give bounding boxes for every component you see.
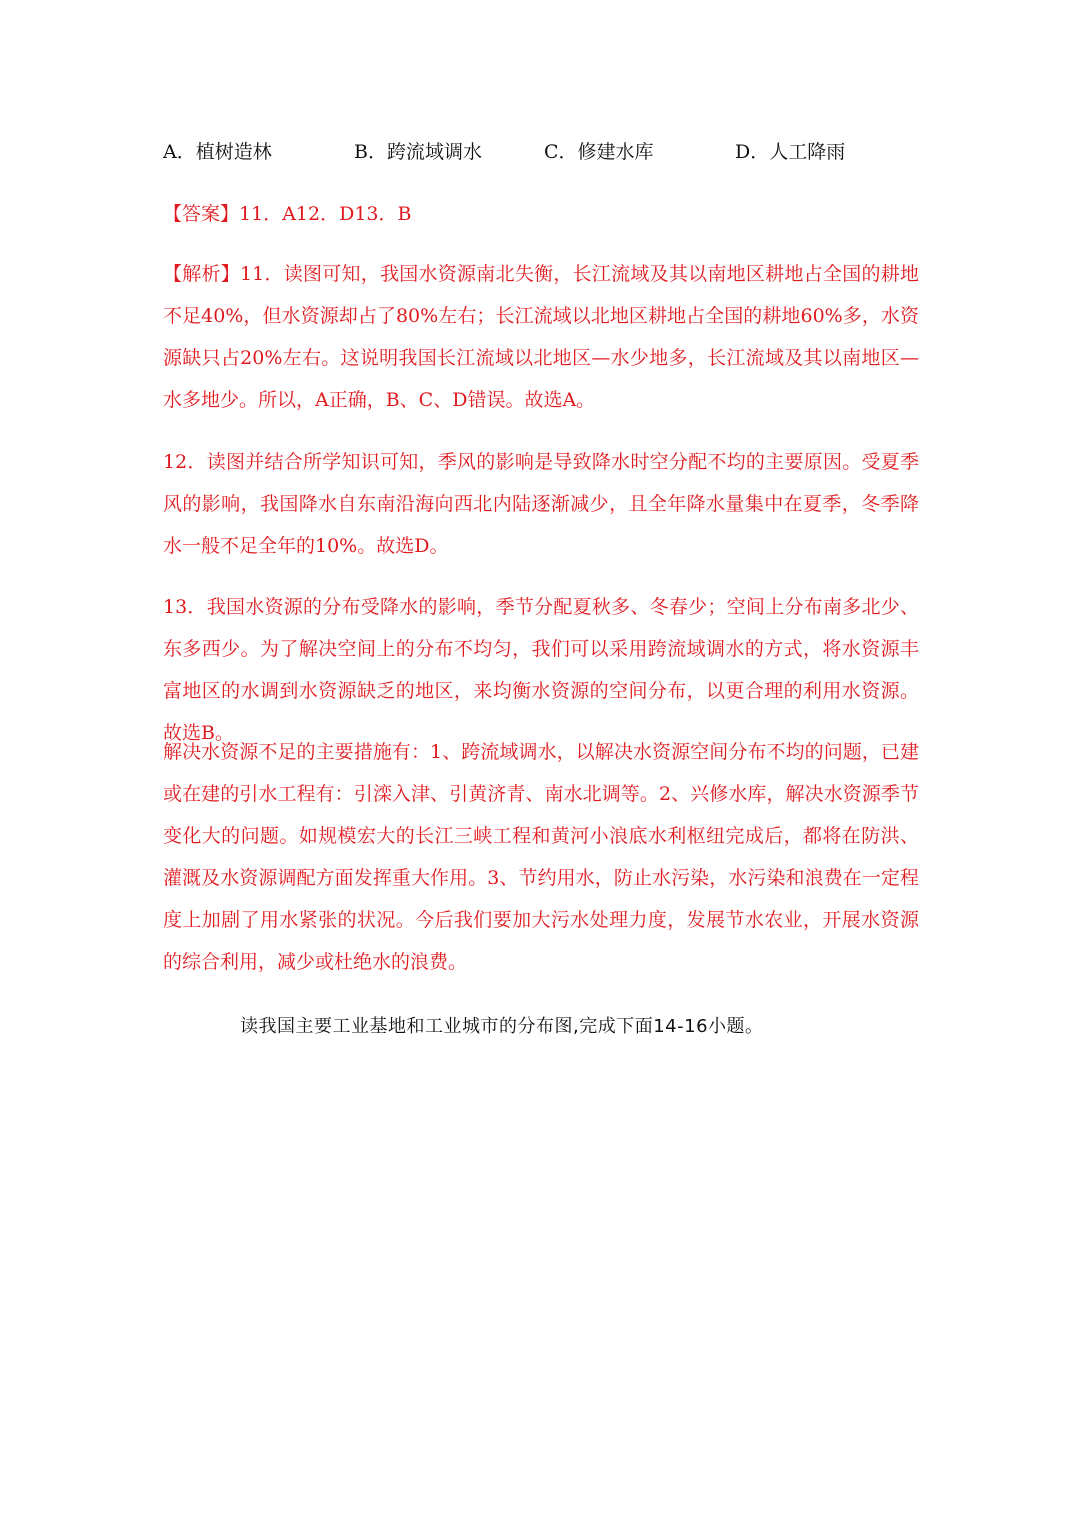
option-b: B．跨流域调水 [354, 141, 482, 163]
answer-item-12: 12．D [295, 203, 355, 225]
answer-item-11: 11．A [239, 203, 296, 225]
analysis-paragraph-11: 【解析】11．读图可知，我国水资源南北失衡，长江流域及其以南地区耕地占全国的耕地不足40%，但水资源却占了80%左右；长江流域以北地区耕地占全国的耕地60%多，水资源缺只占20%左右。这说明我国长江流域以北地区—水少地多，长江流域及其以南地区—水多地少。所以，A正确，B、C、D错误。故选A。 [163, 263, 919, 411]
answer-label: 【答案】 [163, 203, 240, 225]
analysis-paragraph-13: 13．我国水资源的分布受降水的影响，季节分配夏秋多、冬春少；空间上分布南多北少、东多西少。为了解决空间上的分布不均匀，我们可以采用跨流域调水的方式，将水资源丰富地区的水调到水资源缺乏的地区，来均衡水资源的空间分布，以更合理的利用水资源。故选B。 [163, 596, 919, 744]
option-d: D．人工降雨 [735, 141, 846, 163]
option-a: A．植树造林 [163, 141, 272, 163]
analysis-paragraph-12: 12．读图并结合所学知识可知，季风的影响是导致降水时空分配不均的主要原因。受夏季风的影响，我国降水自东南沿海向西北内陆逐渐减少，且全年降水量集中在夏季，冬季降水一般不足全年的10%。故选D。 [163, 451, 919, 557]
answer-item-13: 13．B [354, 203, 412, 225]
question-prompt: 读我国主要工业基地和工业城市的分布图,完成下面14-16小题。 [240, 1016, 764, 1037]
option-c: C．修建水库 [544, 141, 654, 163]
answer-key [163, 199, 411, 226]
answer-options [163, 137, 923, 169]
analysis-paragraph-measures: 解决水资源不足的主要措施有：1、跨流域调水，以解决水资源空间分布不均的问题，已建或在建的引水工程有：引滦入津、引黄济青、南水北调等。2、兴修水库，解决水资源季节变化大的问题。如规模宏大的长江三峡工程和黄河小浪底水利枢纽完成后，都将在防洪、灌溉及水资源调配方面发挥重大作用。3、节约用水，防止水污染，水污染和浪费在一定程度上加剧了用水紧张的状况。今后我们要加大污水处理力度，发展节水农业，开展水资源的综合利用，减少或杜绝水的浪费。 [163, 741, 919, 973]
